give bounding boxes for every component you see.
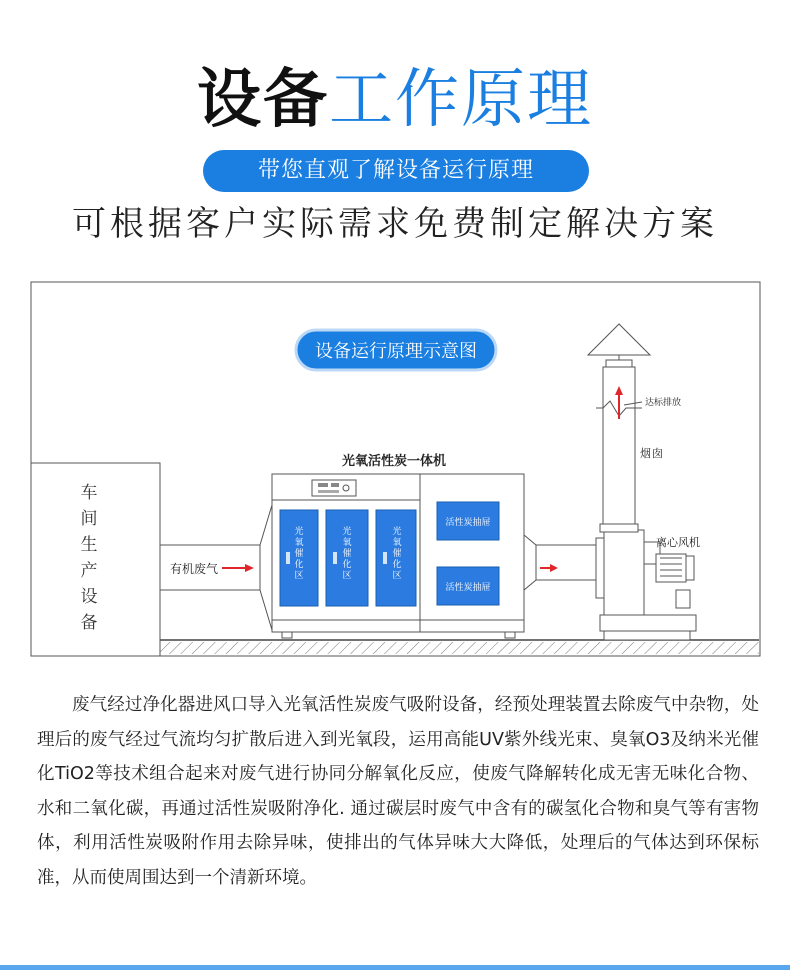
control-display [318,483,328,487]
uv-zone [376,510,416,606]
uv-zone-char: 氧 [342,538,352,548]
carbon-drawer-label: 活性炭抽屉 [445,518,491,528]
uv-zone-char: 光 [342,527,352,537]
chimney-label [640,446,663,460]
workshop-char: 设 [80,587,98,607]
machine-title: 光氧活性炭一体机 [341,454,447,469]
title-part-1: 设备 [197,63,329,137]
description-paragraph: 废气经过净化器进风口导入光氧活性炭废气吸附设备，经预处理装置去除废气中杂物，处理后的废气经过气流均匀扩散后进入到光氧段，运用高能UV紫外线光束、臭氧O3及纳米光催化TiO2等技术组合起来对废气进行协同分解氧化反应，使废气降解转化成无害无味化合物、水和二氧化碳，再通过活性炭吸附净化. 通过碳层时废气中含有的碳氢化合物和臭气等有害物体，利用活性炭吸附作用去除异味，使排出的气体异味大大降低，处理后的气体达到环保标准，从而使周围达到一个清新环境。 [37,695,759,888]
outlet-duct [536,545,596,580]
workshop-char: 备 [80,613,98,633]
subtitle: 可根据客户实际需求免费制定解决方案 [72,204,718,244]
machine-foot [282,632,292,638]
workshop-char: 车 [80,483,98,503]
uv-zone-char: 催 [342,549,352,559]
chimney-char: 囱 [652,447,663,460]
carbon-drawer [437,567,499,605]
fan-label: 离心风机 [656,536,700,549]
workshop-char: 生 [80,535,98,555]
outlet-reducer [524,535,536,590]
uv-zone-char: 区 [342,571,352,581]
diagram-badge-text: 设备运行原理示意图 [315,341,477,362]
uv-zone-char: 催 [392,549,402,559]
chimney-collar [600,524,638,532]
uv-zone-char: 光 [392,527,402,537]
exhaust-label: 达标排放 [645,398,682,408]
uv-zone-char: 化 [294,560,304,570]
uv-zone-char: 光 [294,527,304,537]
control-display [331,483,339,487]
title-part-2: 工作原理 [329,63,593,137]
uv-zone-char: 区 [294,571,304,581]
page-title [0,60,790,140]
workshop-char: 间 [80,509,98,529]
bottom-divider [0,965,790,970]
control-indicator [318,490,339,493]
uv-zone-char: 氧 [392,538,402,548]
carbon-drawer [437,502,499,540]
uv-zone [280,510,318,606]
uv-zone-char: 催 [294,549,304,559]
workshop-char: 产 [80,561,98,581]
uv-zone-char: 氧 [294,538,304,548]
uv-zone [326,510,368,606]
uv-zone-char: 化 [342,560,352,570]
machine-foot [505,632,515,638]
ground-hatch [160,642,759,654]
inlet-label: 有机废气 [170,562,219,576]
subtitle-pill: 带您直观了解设备运行原理 [203,150,589,192]
uv-zone-char: 化 [392,560,402,570]
chimney-collar [606,360,632,367]
carbon-drawer-label: 活性炭抽屉 [445,583,491,593]
uv-zone-char: 区 [392,571,402,581]
chimney-char: 烟 [640,447,651,460]
process-diagram [0,280,790,660]
